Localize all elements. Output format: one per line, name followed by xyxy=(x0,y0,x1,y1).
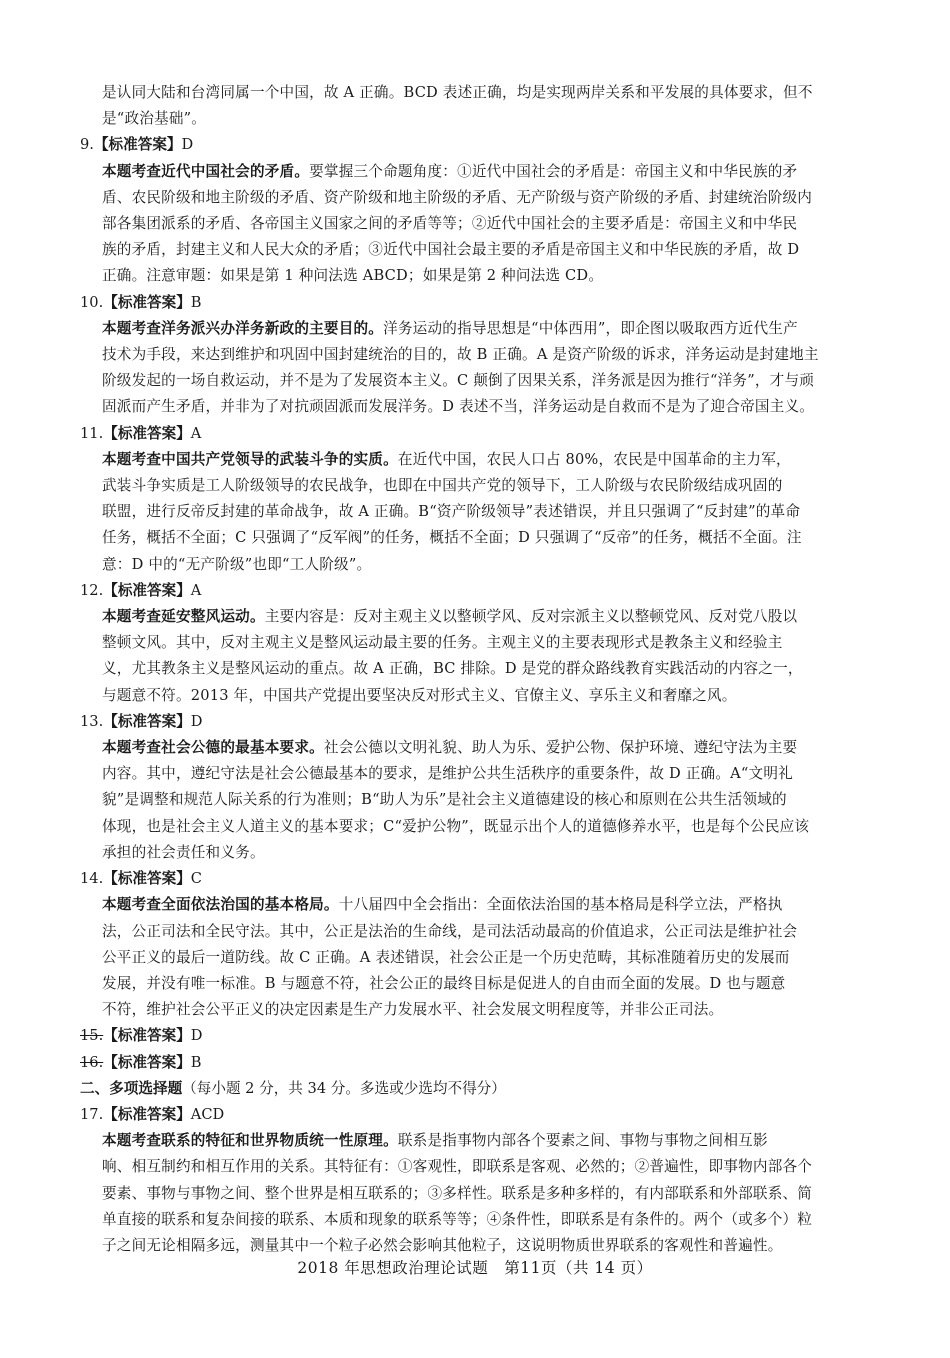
answer-page xyxy=(80,80,867,1259)
answer-item-9 xyxy=(80,132,867,289)
answer-label: 【标准答案】 xyxy=(103,1105,191,1123)
explanation xyxy=(102,447,867,578)
explanation-line: 部各集团派系的矛盾、各帝国主义国家之间的矛盾等等；②近代中国社会的主要矛盾是：帝国主义和中华民 xyxy=(102,215,798,233)
explanation-line: 貌”是调整和规范人际关系的行为准则；B“助人为乐”是社会主义道德建设的核心和原则在公共生活领域的 xyxy=(102,791,787,809)
explanation-line: 义，尤其教条主义是整风运动的重点。故 A 正确，BC 排除。D 是党的群众路线教育实践活动的内容之一， xyxy=(102,660,803,678)
explanation xyxy=(102,892,867,1023)
explanation-lead: 本题考查联系的特征和世界物质统一性原理。 xyxy=(102,1132,398,1150)
answer-header xyxy=(80,866,867,892)
question-number: 15. xyxy=(80,1027,104,1045)
explanation-lead: 本题考查全面依法治国的基本格局。 xyxy=(102,896,339,914)
explanation-lead: 本题考查洋务派兴办洋务新政的主要目的。 xyxy=(102,319,384,337)
explanation-line: 发展，并没有唯一标准。B 与题意不符，社会公正的最终目标是促进人的自由而全面的发展。D 也与题意 xyxy=(102,974,786,992)
section-heading xyxy=(80,1076,867,1102)
explanation-line: 社会公德以文明礼貌、助人为乐、爱护公物、保护环境、遵纪守法为主要 xyxy=(323,739,798,757)
answer-value: ACD xyxy=(190,1105,225,1123)
answer-header xyxy=(80,1102,867,1128)
section-note: （每小题 2 分，共 34 分。多选或少选均不得分） xyxy=(182,1079,506,1097)
answer-value: B xyxy=(190,1053,202,1071)
page-footer: 2018 年思想政治理论试题 第11页（共 14 页） xyxy=(297,1259,653,1277)
explanation-line: 意：D 中的“无产阶级”也即“工人阶级”。 xyxy=(102,555,372,573)
question-number: 16. xyxy=(80,1053,104,1071)
explanation xyxy=(102,735,867,866)
explanation-line: 体现，也是社会主义人道主义的基本要求；C“爱护公物”，既显示出个人的道德修养水平，也是每个公民应该 xyxy=(102,817,810,835)
answer-header xyxy=(80,709,867,735)
explanation-line: 要掌握三个命题角度：①近代中国社会的矛盾是：帝国主义和中华民族的矛 xyxy=(309,162,798,180)
answer-item-11 xyxy=(80,421,867,578)
explanation-line: 子之间无论相隔多远，测量其中一个粒子必然会影响其他粒子，这说明物质世界联系的客观性和普遍性。 xyxy=(102,1236,783,1254)
explanation-line: 要素、事物与事物之间、整个世界是相互联系的；③多样性。联系是多种多样的，有内部联系和外部联系、简 xyxy=(102,1184,813,1202)
explanation-lead: 本题考查社会公德的最基本要求。 xyxy=(102,739,324,757)
explanation xyxy=(102,604,867,709)
answer-value: D xyxy=(181,136,194,154)
question-number: 9. xyxy=(80,136,94,154)
answer-label: 【标准答案】 xyxy=(103,870,191,888)
answer-header xyxy=(80,290,867,316)
explanation-line: 公平正义的最后一道防线。故 C 正确。A 表述错误，社会公正是一个历史范畴，其标准随着历史的发展而 xyxy=(102,948,790,966)
answer-item-17 xyxy=(80,1102,867,1259)
answer-item-13 xyxy=(80,709,867,866)
explanation-line: 在近代中国，农民人口占 80%，农民是中国革命的主力军， xyxy=(397,450,791,468)
explanation xyxy=(102,159,867,290)
answer-item-14 xyxy=(80,866,867,1023)
question-number: 14. xyxy=(80,870,104,888)
answer-header xyxy=(80,1023,867,1049)
intro-line: 是认同大陆和台湾同属一个中国，故 A 正确。BCD 表述正确，均是实现两岸关系和平发展的具体要求，但不 xyxy=(102,84,813,101)
explanation-line: 武装斗争实质是工人阶级领导的农民战争，也即在中国共产党的领导下，工人阶级与农民阶级结成巩固的 xyxy=(102,477,783,495)
answer-label: 【标准答案】 xyxy=(103,293,191,311)
explanation-line: 法，公正司法和全民守法。其中，公正是法治的生命线，是司法活动最高的价值追求，公正司法是维护社会 xyxy=(102,922,798,940)
question-number: 10. xyxy=(80,293,104,311)
answer-value: A xyxy=(190,424,202,442)
answer-label: 【标准答案】 xyxy=(93,136,182,154)
answer-item-15 xyxy=(80,1023,867,1049)
answer-header xyxy=(80,132,867,158)
explanation-line: 十八届四中全会指出：全面依法治国的基本格局是科学立法，严格执 xyxy=(338,896,783,914)
explanation-line: 族的矛盾，封建主义和人民大众的矛盾；③近代中国社会最主要的矛盾是帝国主义和中华民族的矛盾，故 D xyxy=(102,241,800,259)
explanation-line: 承担的社会责任和义务。 xyxy=(102,843,265,861)
explanation-line: 盾、农民阶级和地主阶级的矛盾、资产阶级和地主阶级的矛盾、无产阶级与资产阶级的矛盾、封建统治阶级内 xyxy=(102,188,813,206)
explanation-line: 联系是指事物内部各个要素之间、事物与事物之间相互影 xyxy=(397,1132,768,1150)
explanation-line: 整顿文风。其中，反对主观主义是整风运动最主要的任务。主观主义的主要表现形式是教条主义和经验主 xyxy=(102,634,783,652)
explanation-line: 洋务运动的指导思想是“中体西用”，即企图以吸取西方近代生产 xyxy=(383,319,798,337)
answer-item-10 xyxy=(80,290,867,421)
explanation-line: 固派而产生矛盾，并非为了对抗顽固派而发展洋务。D 表述不当，洋务运动是自救而不是为了迎合帝国主义。 xyxy=(102,398,815,416)
answer-header xyxy=(80,578,867,604)
explanation-lead: 本题考查延安整风运动。 xyxy=(102,608,265,626)
answer-label: 【标准答案】 xyxy=(103,712,191,730)
answer-header xyxy=(80,1050,867,1076)
answer-value: D xyxy=(190,1027,203,1045)
explanation-line: 阶级发起的一场自救运动，并不是为了发展资本主义。C 颠倒了因果关系，洋务派是因为推行“洋务”，才与顽 xyxy=(102,372,815,390)
answer-value: A xyxy=(190,581,202,599)
intro-line: 是“政治基础”。 xyxy=(102,110,207,128)
explanation-line: 与题意不符。2013 年，中国共产党提出要坚决反对形式主义、官僚主义、享乐主义和奢靡之风。 xyxy=(102,686,737,704)
explanation xyxy=(102,1128,867,1259)
explanation xyxy=(102,316,867,421)
explanation-line: 正确。注意审题：如果是第 1 种问法选 ABCD；如果是第 2 种问法选 CD。 xyxy=(102,267,604,285)
explanation-line: 联盟，进行反帝反封建的革命战争，故 A 正确。B“资产阶级领导”表述错误，并且只强调了“反封建”的革命 xyxy=(102,503,801,521)
explanation-lead: 本题考查中国共产党领导的武装斗争的实质。 xyxy=(102,450,398,468)
answer-value: C xyxy=(190,870,202,888)
answer-value: D xyxy=(190,712,203,730)
question-number: 13. xyxy=(80,712,104,730)
answer-label: 【标准答案】 xyxy=(103,1027,191,1045)
explanation-line: 响、相互制约和相互作用的关系。其特征有：①客观性，即联系是客观、必然的；②普遍性，即事物内部各个 xyxy=(102,1158,813,1176)
answer-label: 【标准答案】 xyxy=(103,1053,191,1071)
question-number: 12. xyxy=(80,581,104,599)
explanation-line: 任务，概括不全面；C 只强调了“反军阀”的任务，概括不全面；D 只强调了“反帝”的任务，概括不全面。注 xyxy=(102,529,802,547)
answer-item-12 xyxy=(80,578,867,709)
answer-value: B xyxy=(190,293,202,311)
question-number: 17. xyxy=(80,1105,104,1123)
explanation-line: 内容。其中，遵纪守法是社会公德最基本的要求，是维护公共生活秩序的重要条件，故 D 正确。A“文明礼 xyxy=(102,765,793,783)
answer-header xyxy=(80,421,867,447)
answer-item-16 xyxy=(80,1050,867,1076)
question-number: 11. xyxy=(80,424,104,442)
explanation-line: 单直接的联系和复杂间接的联系、本质和现象的联系等等；④条件性，即联系是有条件的。两个（或多个）粒 xyxy=(102,1210,813,1228)
section-title: 二、多项选择题 xyxy=(80,1079,183,1097)
explanation-line: 不符，维护社会公平正义的决定因素是生产力发展水平、社会发展文明程度等，并非公正司法。 xyxy=(102,1001,724,1019)
explanation-lead: 本题考查近代中国社会的矛盾。 xyxy=(102,162,310,180)
intro-block xyxy=(102,80,867,132)
answer-label: 【标准答案】 xyxy=(103,424,191,442)
explanation-line: 技术为手段，来达到维护和巩固中国封建统治的目的，故 B 正确。A 是资产阶级的诉求，洋务运动是封建地主 xyxy=(102,346,819,364)
answer-label: 【标准答案】 xyxy=(103,581,191,599)
explanation-line: 主要内容是：反对主观主义以整顿学风、反对宗派主义以整顿党风、反对党八股以 xyxy=(264,608,798,626)
